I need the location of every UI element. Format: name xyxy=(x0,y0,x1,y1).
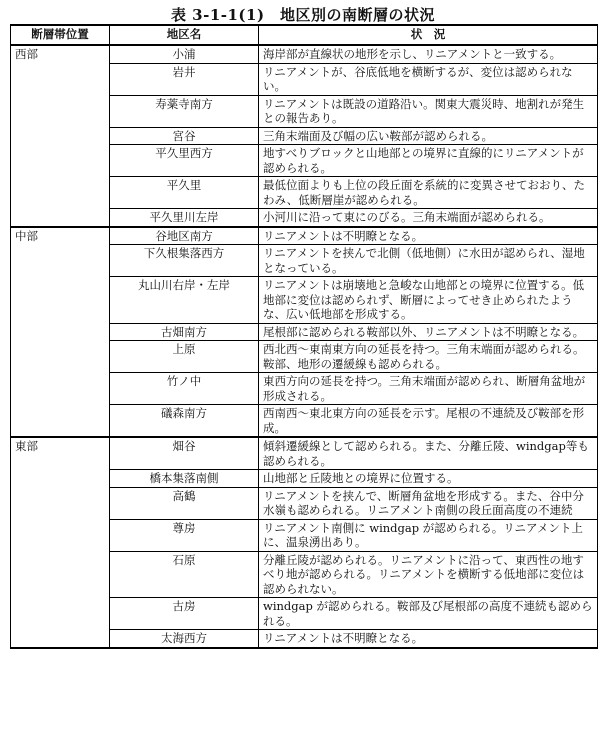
area-cell: 礒森南方 xyxy=(110,405,259,438)
status-cell: リニアメントは不明瞭となる。 xyxy=(259,630,598,648)
header-region: 断層帯位置 xyxy=(11,25,110,45)
region-east: 東部 xyxy=(11,437,110,648)
area-cell: 上原 xyxy=(110,341,259,373)
table-title: 表 3-1-1(1) 地区別の南断層の状況 xyxy=(170,6,436,24)
status-cell: リニアメント南側に windgap が認められる。リニアメント上に、温泉湧出あり。 xyxy=(259,519,598,551)
area-cell: 岩井 xyxy=(110,63,259,95)
status-cell: リニアメントを挟んで北側（低地側）に水田が認められ、湿地となっている。 xyxy=(259,245,598,277)
area-cell: 丸山川右岸・左岸 xyxy=(110,277,259,324)
status-cell: 尾根部に認められる鞍部以外、リニアメントは不明瞭となる。 xyxy=(259,323,598,341)
area-cell: 畑谷 xyxy=(110,437,259,470)
table-row xyxy=(11,45,598,63)
area-cell: 竹ノ中 xyxy=(110,373,259,405)
status-cell: 海岸部が直線状の地形を示し、リニアメントと一致する。 xyxy=(259,45,598,63)
status-cell: リニアメントを挟んで、断層角盆地を形成する。また、谷中分水嶺も認められる。リニアメント南側の段丘面高度の不連続 xyxy=(259,487,598,519)
table-row xyxy=(11,437,598,470)
status-cell: リニアメントは不明瞭となる。 xyxy=(259,227,598,245)
area-cell: 古畑南方 xyxy=(110,323,259,341)
status-cell: 山地部と丘陵地との境界に位置する。 xyxy=(259,470,598,488)
header-area: 地区名 xyxy=(110,25,259,45)
header-status: 状 況 xyxy=(259,25,598,45)
area-cell: 小浦 xyxy=(110,45,259,63)
region-west: 西部 xyxy=(11,45,110,227)
area-cell: 尊房 xyxy=(110,519,259,551)
status-cell: 分離丘陵が認められる。リニアメントに沿って、東西性の地すべり地が認められる。リニアメントを横断する低地部に変位は認められない。 xyxy=(259,551,598,598)
table-row xyxy=(11,227,598,245)
area-cell: 太海西方 xyxy=(110,630,259,648)
status-cell: 西南西～東北東方向の延長を示す。尾根の不連続及び鞍部を形成。 xyxy=(259,405,598,438)
status-cell: 最低位面よりも上位の段丘面を系統的に変異させておおり、たわみ、低断層崖が認められる。 xyxy=(259,177,598,209)
status-cell: 三角末端面及び幅の広い鞍部が認められる。 xyxy=(259,127,598,145)
region-central: 中部 xyxy=(11,227,110,438)
status-cell: 傾斜遷緩線として認められる。また、分離丘陵、windgap等も認められる。 xyxy=(259,437,598,470)
status-cell: リニアメントは崩壊地と急峻な山地部との境界に位置する。低地部に変位は認められず、断層によってせき止められたような、広い低地部を形成する。 xyxy=(259,277,598,324)
area-cell: 古房 xyxy=(110,598,259,630)
fault-status-table xyxy=(10,24,598,649)
area-cell: 石原 xyxy=(110,551,259,598)
area-cell: 平久里川左岸 xyxy=(110,209,259,227)
status-cell: 西北西～東南東方向の延長を持つ。三角末端面が認められる。鞍部、地形の遷緩線も認められる。 xyxy=(259,341,598,373)
area-cell: 宮谷 xyxy=(110,127,259,145)
area-cell: 平久里西方 xyxy=(110,145,259,177)
header-row xyxy=(11,25,598,45)
area-cell: 寿薬寺南方 xyxy=(110,95,259,127)
status-cell: リニアメントは既設の道路沿い。関東大震災時、地割れが発生との報告あり。 xyxy=(259,95,598,127)
area-cell: 橋本集落南側 xyxy=(110,470,259,488)
status-cell: 地すべりブロックと山地部との境界に直線的にリニアメントが認められる。 xyxy=(259,145,598,177)
status-cell: 東西方向の延長を持つ。三角末端面が認められ、断層角盆地が形成される。 xyxy=(259,373,598,405)
area-cell: 高鶴 xyxy=(110,487,259,519)
area-cell: 下久根集落西方 xyxy=(110,245,259,277)
status-cell: windgap が認められる。鞍部及び尾根部の高度不連続も認められる。 xyxy=(259,598,598,630)
status-cell: リニアメントが、谷底低地を横断するが、変位は認められない。 xyxy=(259,63,598,95)
status-cell: 小河川に沿って東にのびる。三角末端面が認められる。 xyxy=(259,209,598,227)
area-cell: 平久里 xyxy=(110,177,259,209)
area-cell: 谷地区南方 xyxy=(110,227,259,245)
